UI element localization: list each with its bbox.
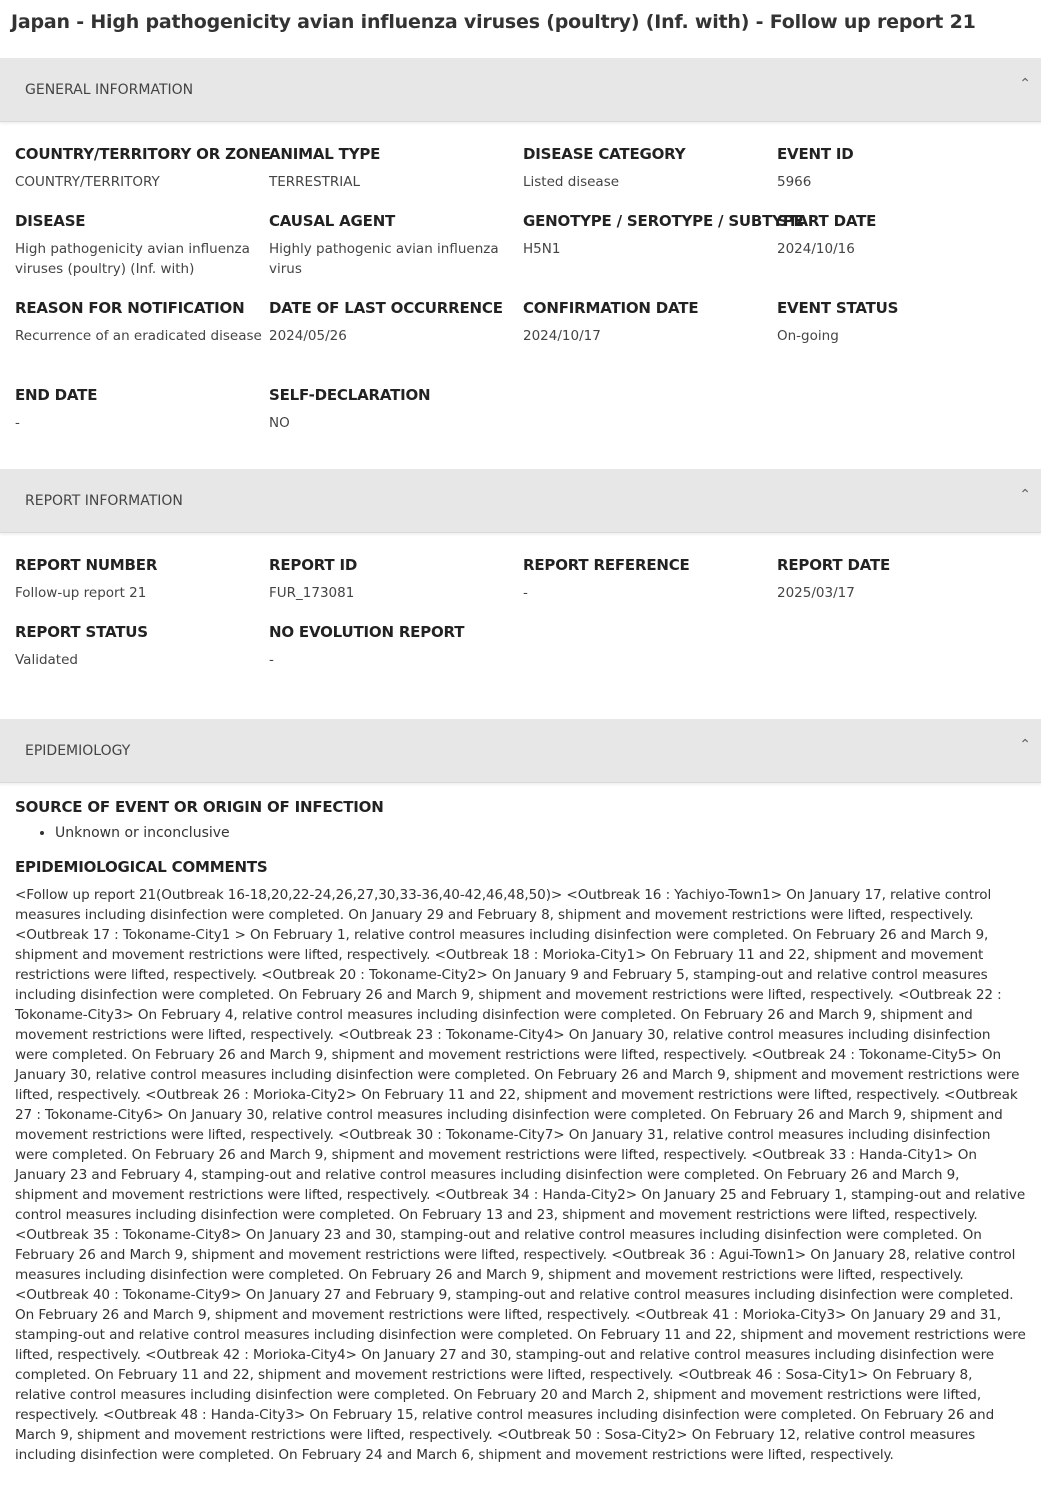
field-label: CAUSAL AGENT [269,212,396,230]
field-value: 2025/03/17 [777,585,855,601]
field-label: REPORT STATUS [15,623,148,641]
field-report-date [777,555,1031,622]
field-label: COUNTRY/TERRITORY OR ZONE [15,145,271,163]
field-value: Validated [15,652,78,668]
field-label: EVENT ID [777,145,854,163]
field-label: DISEASE [15,212,86,230]
field-value: TERRESTRIAL [269,174,360,190]
field-label: NO EVOLUTION REPORT [269,623,465,641]
epidemiology-content [0,783,1041,1465]
field-value: - [269,652,274,668]
field-value: - [15,415,20,431]
list-item: • Unknown or inconclusive [55,823,1026,843]
field-label: ANIMAL TYPE [269,145,381,163]
field-label: CONFIRMATION DATE [523,299,699,317]
field-report-number [15,555,269,622]
field-label: START DATE [777,212,877,230]
field-value: NO [269,415,290,431]
field-value: 2024/10/16 [777,241,855,257]
field-causal-agent [269,211,523,298]
field-value: Recurrence of an eradicated disease [15,328,262,344]
page-title: Japan - High pathogenicity avian influenza viruses (poultry) (Inf. with) - Follow up report 21 [11,11,976,33]
general-information-grid [0,122,1041,469]
field-date-last-occurrence [269,298,523,385]
field-confirmation-date [523,298,777,385]
section-title: GENERAL INFORMATION [25,81,194,98]
field-value: H5N1 [523,241,561,257]
comments-label: EPIDEMIOLOGICAL COMMENTS [15,858,268,876]
field-value: Follow-up report 21 [15,585,147,601]
source-label: SOURCE OF EVENT OR ORIGIN OF INFECTION [15,798,384,816]
source-list [15,823,1026,843]
section-title: EPIDEMIOLOGY [25,742,131,759]
general-information-header[interactable] [0,58,1041,122]
field-value: Highly pathogenic avian influenza virus [269,241,499,277]
field-animal-type [269,144,523,211]
field-label: SELF-DECLARATION [269,386,431,404]
field-label: REPORT NUMBER [15,556,158,574]
field-label: DISEASE CATEGORY [523,145,686,163]
field-no-evolution-report [269,622,523,689]
field-self-declaration [269,385,523,452]
field-event-status [777,298,1031,385]
field-value: On-going [777,328,839,344]
chevron-up-icon[interactable]: ⌃ [1019,76,1031,92]
chevron-up-icon[interactable]: ⌃ [1019,737,1031,753]
field-label: REASON FOR NOTIFICATION [15,299,245,317]
field-end-date [15,385,269,452]
field-reason-notification [15,298,269,385]
field-report-id [269,555,523,622]
field-label: END DATE [15,386,98,404]
epidemiological-comments: <Follow up report 21(Outbreak 16-18,20,22-24,26,27,30,33-36,40-42,46,48,50)> <Outbreak 16 : Yachiyo-Town1> On January 17, relative control measures including disinfection were completed. On January 29 and February 8, shipment and movement restrictions were lifted, respectively. <Outbreak 17 : Tokoname-City1 > On February 1, relative control measures including disinfection were completed. On February 26 and March 9, shipment and movement restrictions were lifted, respectively. <Outbreak 18 : Morioka-City1> On February 11 and 22, shipment and movement restrictions were lifted, respectively. <Outbreak 20 : Tokoname-City2> On January 9 and February 5, stamping-out and relative control measures including disinfection were completed. On February 26 and March 9, shipment and movement restrictions were lifted, respectively. <Outbreak 22 : Tokoname-City3> On February 4, relative control measures including disinfection were completed. On February 26 and March 9, shipment and movement restrictions were lifted, respectively. <Outbreak 23 : Tokoname-City4> On January 30, relative control measures including disinfection were completed. On February 26 and March 9, shipment and movement restrictions were lifted, respectively. <Outbreak 24 : Tokoname-City5> On January 30, relative control measures including disinfection were completed. On February 26 and March 9, shipment and movement restrictions were lifted, respectively. <Outbreak 26 : Morioka-City2> On February 11 and 22, shipment and movement restrictions were lifted, respectively. <Outbreak 27 : Tokoname-City6> On January 30, relative control measures including disinfection were completed. On February 26 and March 9, shipment and movement restrictions were lifted, respectively. <Outbreak 30 : Tokoname-City7> On January 31, relative control measures including disinfection were completed. On February 26 and March 9, shipment and movement restrictions were lifted, respectively. <Outbreak 33 : Handa-City1> On January 23 and February 4, stamping-out and relative control measures including disinfection were completed. On February 26 and March 9, shipment and movement restrictions were lifted, respectively. <Outbreak 34 : Handa-City2> On January 25 and February 1, stamping-out and relative control measures including disinfection were completed. On February 13 and 23, shipment and movement restrictions were lifted, respectively. <Outbreak 35 : Tokoname-City8> On January 23 and 30, stamping-out and relative control measures including disinfection were completed. On February 26 and March 9, shipment and movement restrictions were lifted, respectively. <Outbreak 36 : Agui-Town1> On January 28, relative control measures including disinfection were completed. On February 26 and March 9, shipment and movement restrictions were lifted, respectively. <Outbreak 40 : Tokoname-City9> On January 27 and February 9, stamping-out and relative control measures including disinfection were completed. On February 26 and March 9, shipment and movement restrictions were lifted, respectively. <Outbreak 41 : Morioka-City3> On January 29 and 31, stamping-out and relative control measures including disinfection were completed. On February 11 and 22, shipment and movement restrictions were lifted, respectively. <Outbreak 42 : Morioka-City4> On January 27 and 30, stamping-out and relative control measures including disinfection were completed. On February 11 and 22, shipment and movement restrictions were lifted, respectively. <Outbreak 46 : Sosa-City1> On February 8, relative control measures including disinfection were completed. On February 20 and March 2, shipment and movement restrictions were lifted, respectively. <Outbreak 48 : Handa-City3> On February 15, relative control measures including disinfection were completed. On February 26 and March 9, shipment and movement restrictions were lifted, respectively. <Outbreak 50 : Sosa-City2> On February 12, relative control measures including disinfection were completed. On February 24 and March 6, shipment and movement restrictions were lifted, respectively. [15,887,1026,1463]
field-label: REPORT ID [269,556,358,574]
field-value: Listed disease [523,174,620,190]
field-report-reference [523,555,777,622]
section-title: REPORT INFORMATION [25,492,183,509]
field-event-id [777,144,1031,211]
field-label: REPORT DATE [777,556,891,574]
field-value: - [523,585,528,601]
field-report-status [15,622,269,689]
field-label: DATE OF LAST OCCURRENCE [269,299,503,317]
chevron-up-icon[interactable]: ⌃ [1019,487,1031,503]
field-value: High pathogenicity avian influenza viruses (poultry) (Inf. with) [15,241,250,277]
field-country-zone [15,144,269,211]
field-start-date [777,211,1031,298]
epidemiology-header[interactable] [0,719,1041,783]
field-value: COUNTRY/TERRITORY [15,174,160,190]
field-genotype [523,211,804,298]
field-value: 2024/10/17 [523,328,601,344]
field-value: FUR_173081 [269,585,355,601]
field-value: 2024/05/26 [269,328,347,344]
field-disease [15,211,269,298]
report-information-grid [0,533,1041,719]
field-disease-category [523,144,777,211]
report-information-header[interactable] [0,469,1041,533]
field-label: REPORT REFERENCE [523,556,690,574]
field-label: GENOTYPE / SEROTYPE / SUBTYPE [523,212,804,230]
field-label: EVENT STATUS [777,299,899,317]
field-value: 5966 [777,174,812,190]
